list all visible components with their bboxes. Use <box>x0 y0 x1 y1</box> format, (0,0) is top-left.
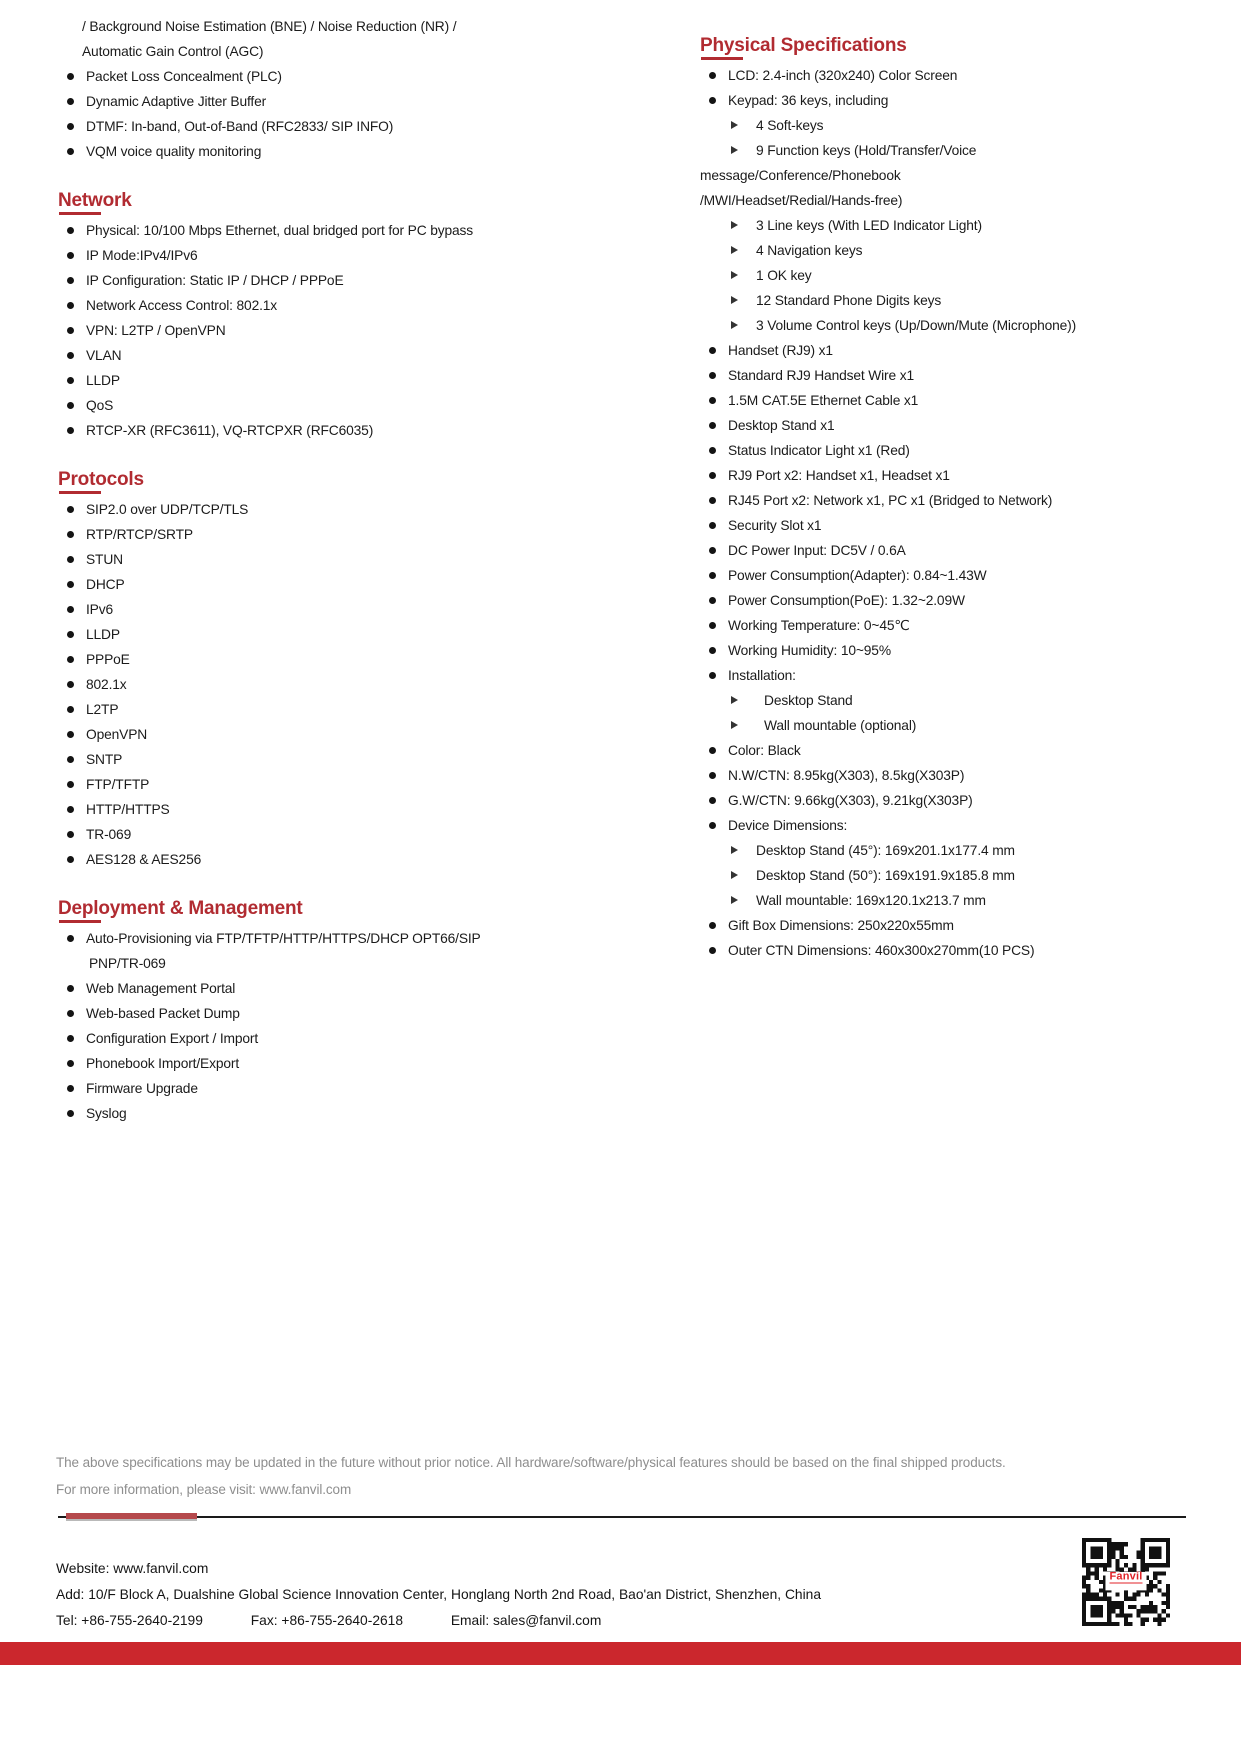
contact-info <box>56 1560 956 1638</box>
bullet-icon <box>67 581 74 588</box>
spec-text: Physical: 10/100 Mbps Ethernet, dual bridged port for PC bypass <box>86 223 474 238</box>
bullet-icon <box>67 277 74 284</box>
spec-text: IPv6 <box>86 602 114 617</box>
arrow-bullet-icon <box>731 321 738 329</box>
spec-subitem <box>700 213 1190 238</box>
spec-text: Installation: <box>728 668 796 683</box>
arrow-bullet-icon <box>731 246 738 254</box>
spec-item <box>58 597 618 622</box>
section-title: Deployment & Management <box>58 896 618 922</box>
spec-text: Web Management Portal <box>86 981 236 996</box>
spec-item <box>58 64 618 89</box>
spec-text: LCD: 2.4-inch (320x240) Color Screen <box>728 68 958 83</box>
bullet-icon <box>709 672 716 679</box>
spec-subitem <box>700 313 1190 338</box>
bullet-icon <box>67 856 74 863</box>
fanvil-logo: Fanvil <box>1109 1570 1143 1583</box>
spec-text: Desktop Stand <box>764 693 853 708</box>
spec-text: OpenVPN <box>86 727 148 742</box>
spec-subitem <box>700 288 1190 313</box>
qr-code <box>1082 1538 1170 1626</box>
section-title: Physical Specifications <box>700 33 1190 59</box>
arrow-bullet-icon <box>731 846 738 854</box>
spec-item-continuation <box>700 163 1190 188</box>
bullet-icon <box>709 822 716 829</box>
spec-item <box>58 847 618 872</box>
bullet-icon <box>67 1010 74 1017</box>
spec-text: RTP/RTCP/SRTP <box>86 527 193 542</box>
spec-text: LLDP <box>86 627 120 642</box>
spec-subitem <box>700 238 1190 263</box>
spec-text: Device Dimensions: <box>728 818 848 833</box>
bullet-icon <box>709 797 716 804</box>
bullet-icon <box>67 123 74 130</box>
spec-subitem <box>700 263 1190 288</box>
right-column <box>700 33 1190 963</box>
spec-text: Desktop Stand (50°): 169x191.9x185.8 mm <box>756 868 1015 883</box>
spec-text: G.W/CTN: 9.66kg(X303), 9.21kg(X303P) <box>728 793 973 808</box>
email-text: Email: sales@fanvil.com <box>450 1613 602 1628</box>
spec-subitem <box>700 888 1190 913</box>
spec-subitem <box>700 838 1190 863</box>
arrow-bullet-icon <box>731 721 738 729</box>
spec-text: Gift Box Dimensions: 250x220x55mm <box>728 918 954 933</box>
spec-item-continuation <box>58 39 618 64</box>
spec-subitem <box>700 138 1190 163</box>
spec-item <box>700 813 1190 838</box>
bullet-icon <box>709 397 716 404</box>
spec-text: Desktop Stand x1 <box>728 418 835 433</box>
spec-text: TR-069 <box>86 827 132 842</box>
spec-text: Dynamic Adaptive Jitter Buffer <box>86 94 267 109</box>
bullet-icon <box>67 831 74 838</box>
spec-item <box>58 1101 618 1126</box>
spec-text: Automatic Gain Control (AGC) <box>82 44 264 59</box>
spec-text: Configuration Export / Import <box>86 1031 259 1046</box>
bullet-icon <box>67 148 74 155</box>
spec-text: 12 Standard Phone Digits keys <box>756 293 942 308</box>
spec-text: / Background Noise Estimation (BNE) / Noise Reduction (NR) / <box>82 19 457 34</box>
spec-item <box>58 393 618 418</box>
spec-item <box>700 463 1190 488</box>
spec-text: Auto-Provisioning via FTP/TFTP/HTTP/HTTPS/DHCP OPT66/SIP <box>86 931 481 946</box>
spec-text: STUN <box>86 552 123 567</box>
spec-text: Web-based Packet Dump <box>86 1006 240 1021</box>
spec-text: IP Mode:IPv4/IPv6 <box>86 248 198 263</box>
spec-text: IP Configuration: Static IP / DHCP / PPPoE <box>86 273 344 288</box>
bullet-icon <box>67 1085 74 1092</box>
fax-text: Fax: +86-755-2640-2618 <box>250 1613 404 1628</box>
spec-text: DTMF: In-band, Out-of-Band (RFC2833/ SIP INFO) <box>86 119 394 134</box>
bullet-icon <box>67 656 74 663</box>
spec-item <box>700 488 1190 513</box>
bullet-icon <box>67 631 74 638</box>
bullet-icon <box>709 597 716 604</box>
spec-text: 1 OK key <box>756 268 812 283</box>
spec-item <box>58 218 618 243</box>
bullet-icon <box>709 472 716 479</box>
bullet-icon <box>67 252 74 259</box>
bullet-icon <box>67 506 74 513</box>
spec-text: Keypad: 36 keys, including <box>728 93 889 108</box>
spec-item <box>58 418 618 443</box>
bullet-icon <box>709 422 716 429</box>
spec-item <box>58 672 618 697</box>
spec-text: 4 Navigation keys <box>756 243 863 258</box>
spec-item <box>58 114 618 139</box>
spec-item <box>700 338 1190 363</box>
spec-text: PNP/TR-069 <box>89 956 166 971</box>
spec-text: 802.1x <box>86 677 127 692</box>
spec-text: RJ9 Port x2: Handset x1, Headset x1 <box>728 468 950 483</box>
spec-text: 3 Line keys (With LED Indicator Light) <box>756 218 982 233</box>
spec-text: VLAN <box>86 348 122 363</box>
disclaimer <box>56 1449 1196 1503</box>
bullet-icon <box>709 497 716 504</box>
bullet-icon <box>67 1035 74 1042</box>
spec-item <box>700 363 1190 388</box>
spec-subitem <box>700 713 1190 738</box>
spec-text: Outer CTN Dimensions: 460x300x270mm(10 PCS) <box>728 943 1035 958</box>
spec-item <box>58 89 618 114</box>
spec-text: RJ45 Port x2: Network x1, PC x1 (Bridged to Network) <box>728 493 1053 508</box>
spec-item <box>58 1051 618 1076</box>
bullet-icon <box>67 302 74 309</box>
spec-text: message/Conference/Phonebook <box>700 168 901 183</box>
spec-item <box>58 1026 618 1051</box>
bullet-icon <box>709 72 716 79</box>
arrow-bullet-icon <box>731 871 738 879</box>
spec-item <box>700 663 1190 688</box>
divider-line <box>58 1516 1186 1518</box>
bullet-icon <box>67 1060 74 1067</box>
bullet-icon <box>709 97 716 104</box>
left-column <box>58 14 618 1126</box>
bullet-icon <box>709 572 716 579</box>
spec-text: L2TP <box>86 702 119 717</box>
spec-text: N.W/CTN: 8.95kg(X303), 8.5kg(X303P) <box>728 768 965 783</box>
bullet-icon <box>67 756 74 763</box>
bullet-icon <box>67 352 74 359</box>
spec-text: VQM voice quality monitoring <box>86 144 262 159</box>
spec-item <box>58 572 618 597</box>
bullet-icon <box>67 377 74 384</box>
bullet-icon <box>709 647 716 654</box>
bullet-icon <box>67 427 74 434</box>
bullet-icon <box>67 1110 74 1117</box>
spec-text: FTP/TFTP <box>86 777 150 792</box>
spec-text: Working Humidity: 10~95% <box>728 643 891 658</box>
spec-text: Wall mountable (optional) <box>764 718 917 733</box>
bullet-icon <box>67 806 74 813</box>
spec-item <box>700 763 1190 788</box>
tel-fax-email-line <box>56 1612 956 1629</box>
arrow-bullet-icon <box>731 221 738 229</box>
spec-text: Wall mountable: 169x120.1x213.7 mm <box>756 893 986 908</box>
website-line: Website: www.fanvil.com <box>56 1561 209 1576</box>
bullet-icon <box>709 622 716 629</box>
spec-item <box>58 293 618 318</box>
bullet-icon <box>67 98 74 105</box>
spec-text: Firmware Upgrade <box>86 1081 198 1096</box>
section-title: Network <box>58 188 618 214</box>
spec-text: Security Slot x1 <box>728 518 822 533</box>
spec-item <box>700 538 1190 563</box>
bullet-icon <box>709 347 716 354</box>
bullet-icon <box>67 935 74 942</box>
spec-item <box>58 822 618 847</box>
spec-item <box>700 63 1190 88</box>
arrow-bullet-icon <box>731 271 738 279</box>
spec-text: Power Consumption(Adapter): 0.84~1.43W <box>728 568 987 583</box>
address-line: Add: 10/F Block A, Dualshine Global Science Innovation Center, Honglang North 2nd Road, Bao'an District, Shenzhen, China <box>56 1587 821 1602</box>
spec-item <box>58 622 618 647</box>
spec-item <box>700 613 1190 638</box>
bullet-icon <box>709 447 716 454</box>
spec-item <box>700 588 1190 613</box>
spec-text: Color: Black <box>728 743 801 758</box>
spec-text: Packet Loss Concealment (PLC) <box>86 69 282 84</box>
disclaimer-line-2: For more information, please visit: www.fanvil.com <box>56 1482 352 1497</box>
section-divider <box>58 1513 1186 1523</box>
spec-item <box>58 772 618 797</box>
spec-item <box>58 1076 618 1101</box>
arrow-bullet-icon <box>731 896 738 904</box>
bullet-icon <box>709 747 716 754</box>
spec-item <box>58 797 618 822</box>
spec-text: Desktop Stand (45°): 169x201.1x177.4 mm <box>756 843 1015 858</box>
spec-item <box>58 647 618 672</box>
spec-item <box>700 88 1190 113</box>
spec-text: DC Power Input: DC5V / 0.6A <box>728 543 906 558</box>
spec-text: 9 Function keys (Hold/Transfer/Voice <box>756 143 977 158</box>
spec-item <box>58 747 618 772</box>
spec-text: LLDP <box>86 373 120 388</box>
spec-subitem <box>700 113 1190 138</box>
spec-text: PPPoE <box>86 652 130 667</box>
spec-text: Syslog <box>86 1106 127 1121</box>
bullet-icon <box>67 556 74 563</box>
spec-text: QoS <box>86 398 114 413</box>
spec-text: Handset (RJ9) x1 <box>728 343 833 358</box>
arrow-bullet-icon <box>731 121 738 129</box>
section-title: Protocols <box>58 467 618 493</box>
spec-item <box>700 738 1190 763</box>
spec-text: Network Access Control: 802.1x <box>86 298 278 313</box>
bullet-icon <box>709 922 716 929</box>
spec-item <box>700 413 1190 438</box>
spec-item <box>700 788 1190 813</box>
arrow-bullet-icon <box>731 296 738 304</box>
spec-text: Standard RJ9 Handset Wire x1 <box>728 368 914 383</box>
arrow-bullet-icon <box>731 146 738 154</box>
spec-item <box>700 513 1190 538</box>
spec-item <box>58 697 618 722</box>
spec-item <box>700 638 1190 663</box>
spec-item <box>58 722 618 747</box>
spec-text: 4 Soft-keys <box>756 118 824 133</box>
spec-item-continuation <box>700 188 1190 213</box>
spec-item <box>58 1001 618 1026</box>
spec-item <box>58 497 618 522</box>
spec-item <box>700 938 1190 963</box>
spec-text: HTTP/HTTPS <box>86 802 170 817</box>
spec-text: VPN: L2TP / OpenVPN <box>86 323 226 338</box>
bullet-icon <box>709 372 716 379</box>
spec-item <box>700 388 1190 413</box>
spec-item-continuation <box>58 951 618 976</box>
bullet-icon <box>709 547 716 554</box>
spec-subitem <box>700 688 1190 713</box>
bullet-icon <box>67 327 74 334</box>
spec-item <box>58 139 618 164</box>
bullet-icon <box>67 73 74 80</box>
spec-text: 1.5M CAT.5E Ethernet Cable x1 <box>728 393 919 408</box>
spec-text: RTCP-XR (RFC3611), VQ-RTCPXR (RFC6035) <box>86 423 374 438</box>
divider-accent-shadow <box>66 1519 197 1521</box>
spec-item-continuation <box>58 14 618 39</box>
spec-subitem <box>700 863 1190 888</box>
spec-text: Phonebook Import/Export <box>86 1056 240 1071</box>
spec-item <box>58 268 618 293</box>
spec-text: Status Indicator Light x1 (Red) <box>728 443 910 458</box>
spec-item <box>58 318 618 343</box>
footer-red-bar <box>0 1642 1241 1665</box>
spec-text: DHCP <box>86 577 125 592</box>
arrow-bullet-icon <box>731 696 738 704</box>
bullet-icon <box>709 772 716 779</box>
disclaimer-line-1: The above specifications may be updated in the future without prior notice. All hardware/software/physical features should be based on the final shipped products. <box>56 1455 1006 1470</box>
bullet-icon <box>709 947 716 954</box>
spec-item <box>58 547 618 572</box>
spec-text: SNTP <box>86 752 123 767</box>
bullet-icon <box>67 402 74 409</box>
spec-item <box>58 926 618 951</box>
bullet-icon <box>67 781 74 788</box>
spec-item <box>700 913 1190 938</box>
spec-item <box>58 976 618 1001</box>
bullet-icon <box>67 681 74 688</box>
spec-item <box>58 368 618 393</box>
spec-item <box>58 243 618 268</box>
spec-text: 3 Volume Control keys (Up/Down/Mute (Microphone)) <box>756 318 1077 333</box>
spec-item <box>58 522 618 547</box>
spec-text: AES128 & AES256 <box>86 852 202 867</box>
bullet-icon <box>67 985 74 992</box>
bullet-icon <box>67 731 74 738</box>
spec-text: Power Consumption(PoE): 1.32~2.09W <box>728 593 965 608</box>
spec-text: SIP2.0 over UDP/TCP/TLS <box>86 502 249 517</box>
spec-item <box>700 563 1190 588</box>
bullet-icon <box>67 706 74 713</box>
spec-item <box>58 343 618 368</box>
tel-text: Tel: +86-755-2640-2199 <box>56 1613 203 1628</box>
bullet-icon <box>709 522 716 529</box>
spec-text: Working Temperature: 0~45℃ <box>728 618 910 633</box>
bullet-icon <box>67 227 74 234</box>
spec-item <box>700 438 1190 463</box>
bullet-icon <box>67 531 74 538</box>
spec-text: /MWI/Headset/Redial/Hands-free) <box>700 193 903 208</box>
bullet-icon <box>67 606 74 613</box>
